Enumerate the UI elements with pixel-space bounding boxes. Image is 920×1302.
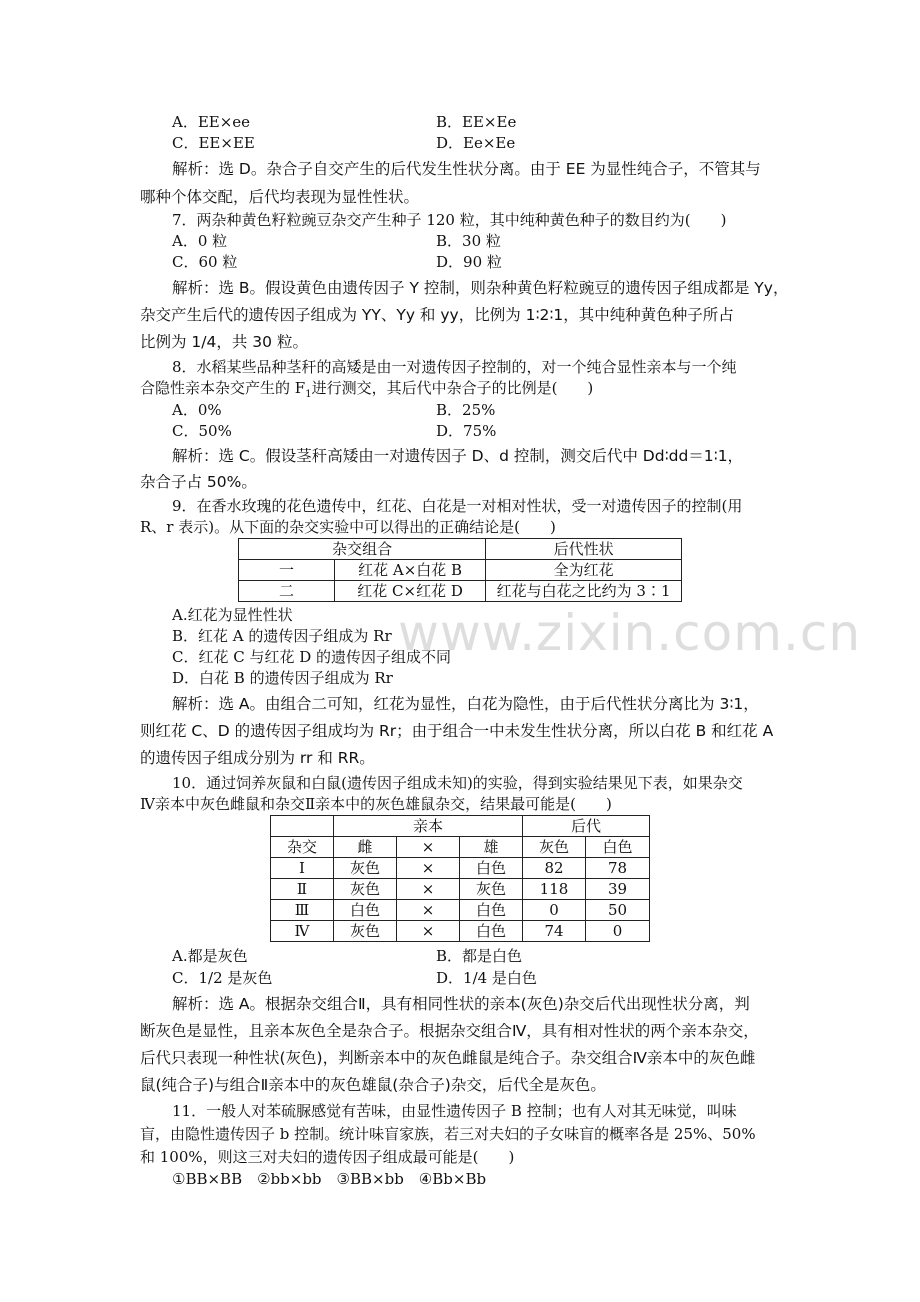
table-cell: × xyxy=(397,858,460,879)
table-header-cell: 后代性状 xyxy=(486,539,682,560)
q7-stem: 7．两杂种黄色籽粒豌豆杂交产生种子 120 粒，其中纯种黄色种子的数目约为( ) xyxy=(172,211,727,229)
watermark: www.zixin.com.cn xyxy=(398,604,862,662)
q8-stem-line: 8．水稻某些品种茎秆的高矮是由一对遗传因子控制的，对一个纯合显性亲本与一个纯 xyxy=(172,358,737,376)
table-cell: Ⅱ xyxy=(271,879,334,900)
q8-analysis-line: 解析：选 C。假设茎秆高矮由一对遗传因子 D、d 控制，测交后代中 Dd∶dd＝1∶1， xyxy=(172,447,744,465)
q8-stem-line: 合隐性亲本杂交产生的 $F_1$进行测交，其后代中杂合子的比例是( ) xyxy=(140,379,594,400)
table-cell: × xyxy=(397,879,460,900)
q9-analysis-line: 的遗传因子组成分别为 rr 和 RR。 xyxy=(140,749,375,767)
table-row xyxy=(239,539,682,560)
q6-option-b: B．EE×Ee xyxy=(436,113,517,131)
q6-analysis-line: 哪种个体交配，后代均表现为显性性状。 xyxy=(140,188,420,206)
table-cell: 白色 xyxy=(460,921,523,942)
table-cell: 灰色 xyxy=(334,921,397,942)
q8-analysis-line: 杂合子占 50%。 xyxy=(140,473,257,491)
table-cell: 灰色 xyxy=(460,879,523,900)
table-header-cell: 雄 xyxy=(460,837,523,858)
table-cell: 灰色 xyxy=(334,858,397,879)
table-header-cell: × xyxy=(397,837,460,858)
table-cell: 白色 xyxy=(460,900,523,921)
table-header-cell: 雌 xyxy=(334,837,397,858)
q11-stem-line: 盲，由隐性遗传因子 b 控制。统计味盲家族，若三对夫妇的子女味盲的概率各是 25%、50% xyxy=(140,1125,756,1143)
table-row xyxy=(239,581,682,602)
table-cell: 全为红花 xyxy=(486,560,682,581)
q11-choices: ①BB×BB ②bb×bb ③BB×bb ④Bb×Bb xyxy=(172,1170,487,1188)
q9-option-a: A.红花为显性性状 xyxy=(172,606,293,624)
table-cell: 红花 C×红花 D xyxy=(335,581,486,602)
q10-stem-line: 10．通过饲养灰鼠和白鼠(遗传因子组成未知)的实验，得到实验结果见下表，如果杂交 xyxy=(172,774,743,792)
table-cell: 红花与白花之比约为 3∶1 xyxy=(486,581,682,602)
q7-analysis-line: 比例为 1/4，共 30 粒。 xyxy=(140,333,308,351)
q9-option-c: C．红花 C 与红花 D 的遗传因子组成不同 xyxy=(172,648,452,666)
q10-mouse-table xyxy=(270,815,650,942)
q10-analysis-line: 解析：选 A。根据杂交组合Ⅱ，具有相同性状的亲本(灰色)杂交后代出现性状分离，判 xyxy=(172,995,750,1013)
table-cell: 一 xyxy=(239,560,335,581)
table-row xyxy=(239,560,682,581)
q8-option-d: D．75% xyxy=(436,422,497,440)
q11-stem-line: 11．一般人对苯硫脲感觉有苦味，由显性遗传因子 B 控制；也有人对其无味觉，叫味 xyxy=(172,1102,737,1120)
q10-option-b: B．都是白色 xyxy=(436,947,523,965)
table-cell: 白色 xyxy=(460,858,523,879)
table-group-header: 后代 xyxy=(523,816,650,837)
q7-option-a: A．0 粒 xyxy=(172,232,228,250)
q7-analysis-line: 解析：选 B。假设黄色由遗传因子 Y 控制，则杂种黄色籽粒豌豆的遗传因子组成都是 Yy， xyxy=(172,279,789,297)
q9-cross-table xyxy=(238,538,682,602)
q9-option-d: D．白花 B 的遗传因子组成为 Rr xyxy=(172,669,393,687)
table-row xyxy=(271,921,650,942)
table-cell: 红花 A×白花 B xyxy=(335,560,486,581)
q10-analysis-line: 断灰色是显性，且亲本灰色全是杂合子。根据杂交组合Ⅳ，具有相对性状的两个亲本杂交， xyxy=(140,1022,759,1040)
q10-analysis-line: 后代只表现一种性状(灰色)，判断亲本中的灰色雌鼠是纯合子。杂交组合Ⅳ亲本中的灰色雌 xyxy=(140,1049,756,1067)
table-row xyxy=(271,858,650,879)
q10-option-a: A.都是灰色 xyxy=(172,947,248,965)
q7-option-c: C．60 粒 xyxy=(172,253,238,271)
q6-option-c: C．EE×EE xyxy=(172,134,255,152)
table-cell: 74 xyxy=(523,921,586,942)
table-cell: 39 xyxy=(586,879,650,900)
q9-analysis-line: 解析：选 A。由组合二可知，红花为显性，白花为隐性，由于后代性状分离比为 3∶1， xyxy=(172,695,759,713)
q6-option-d: D．Ee×Ee xyxy=(436,134,516,152)
q6-analysis-line: 解析：选 D。杂合子自交产生的后代发生性状分离。由于 EE 为显性纯合子，不管其与 xyxy=(172,160,761,178)
table-header-cell: 杂交 xyxy=(271,837,334,858)
q8-option-c: C．50% xyxy=(172,422,232,440)
table-cell: Ⅳ xyxy=(271,921,334,942)
q9-stem-line: 9．在香水玫瑰的花色遗传中，红花、白花是一对相对性状，受一对遗传因子的控制(用 xyxy=(172,497,743,515)
table-cell: 82 xyxy=(523,858,586,879)
table-row xyxy=(271,816,650,837)
table-row xyxy=(271,879,650,900)
table-cell: 78 xyxy=(586,858,650,879)
q10-stem-line: Ⅳ亲本中灰色雌鼠和杂交Ⅱ亲本中的灰色雄鼠杂交，结果最可能是( ) xyxy=(140,795,612,813)
table-cell: 白色 xyxy=(334,900,397,921)
table-header-cell: 白色 xyxy=(586,837,650,858)
table-cell: Ⅰ xyxy=(271,858,334,879)
q9-analysis-line: 则红花 C、D 的遗传因子组成均为 Rr；由于组合一中未发生性状分离，所以白花 B 和红花 A xyxy=(140,722,774,740)
table-cell: 118 xyxy=(523,879,586,900)
q9-stem-line: R、r 表示)。从下面的杂交实验中可以得出的正确结论是( ) xyxy=(140,518,556,536)
table-cell: × xyxy=(397,900,460,921)
table-cell: 0 xyxy=(523,900,586,921)
table-cell xyxy=(271,816,334,837)
q7-option-d: D．90 粒 xyxy=(436,253,502,271)
q8-option-b: B．25% xyxy=(436,401,496,419)
q9-option-b: B．红花 A 的遗传因子组成为 Rr xyxy=(172,627,392,645)
table-cell: Ⅲ xyxy=(271,900,334,921)
table-cell: 灰色 xyxy=(334,879,397,900)
table-cell: 0 xyxy=(586,921,650,942)
q10-analysis-line: 鼠(纯合子)与组合Ⅱ亲本中的灰色雄鼠(杂合子)杂交，后代全是灰色。 xyxy=(140,1076,606,1094)
table-header-cell: 灰色 xyxy=(523,837,586,858)
table-row xyxy=(271,837,650,858)
q10-option-d: D．1/4 是白色 xyxy=(436,969,537,987)
q8-option-a: A．0% xyxy=(172,401,222,419)
table-row xyxy=(271,900,650,921)
q7-analysis-line: 杂交产生后代的遗传因子组成为 YY、Yy 和 yy，比例为 1∶2∶1，其中纯种黄色种子所占 xyxy=(140,306,734,324)
q7-option-b: B．30 粒 xyxy=(436,232,501,250)
table-cell: 50 xyxy=(586,900,650,921)
table-cell: 二 xyxy=(239,581,335,602)
q11-stem-line: 和 100%，则这三对夫妇的遗传因子组成最可能是( ) xyxy=(140,1148,515,1166)
q6-option-a: A．EE×ee xyxy=(172,113,251,131)
table-group-header: 亲本 xyxy=(334,816,523,837)
q10-option-c: C．1/2 是灰色 xyxy=(172,969,273,987)
table-header-cell: 杂交组合 xyxy=(239,539,486,560)
table-cell: × xyxy=(397,921,460,942)
